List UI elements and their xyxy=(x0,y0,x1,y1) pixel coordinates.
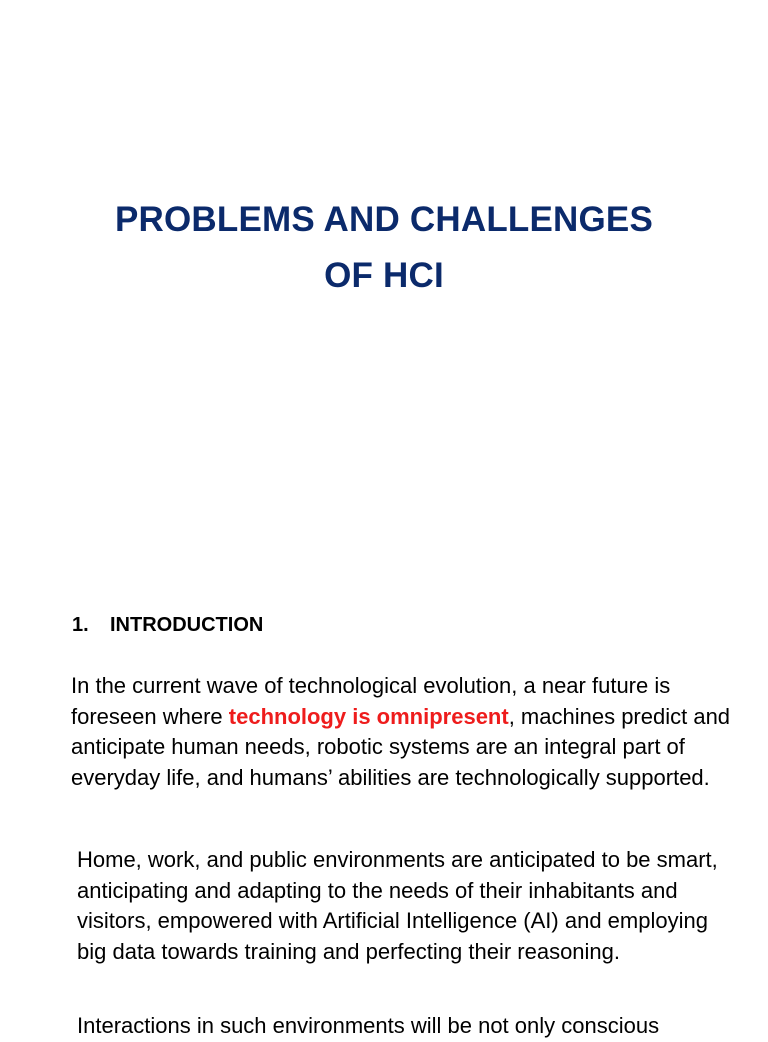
intro-paragraph-2: Home, work, and public environments are anticipated to be smart, anticipating and adapting to the needs of their inhabitants and visitors, empowered with Artificial Intelligence (AI) and employing big data towards training and perfecting their reasoning. xyxy=(77,847,718,964)
intro-paragraph-1 xyxy=(71,671,736,793)
section-number: 1. xyxy=(72,614,89,636)
highlighted-phrase: technology is omnipresent xyxy=(228,703,509,729)
paragraph-1-text-end: , machines predict and anticipate human needs, robotic systems are an integral part of everyday life, and humans’ abilities are technologically supported. xyxy=(71,703,731,790)
section-title: INTRODUCTION xyxy=(110,614,264,636)
intro-paragraph-3-partial: Interactions in such environments will be not only conscious xyxy=(77,1013,660,1038)
section-heading xyxy=(72,612,263,638)
title-line-1: PROBLEMS AND CHALLENGES xyxy=(114,200,654,239)
title-line-2: OF HCI xyxy=(324,256,444,295)
paragraph-1-text-start: In the current wave of technological evolution, a near future is foreseen where xyxy=(71,673,671,729)
page-title xyxy=(0,192,768,304)
